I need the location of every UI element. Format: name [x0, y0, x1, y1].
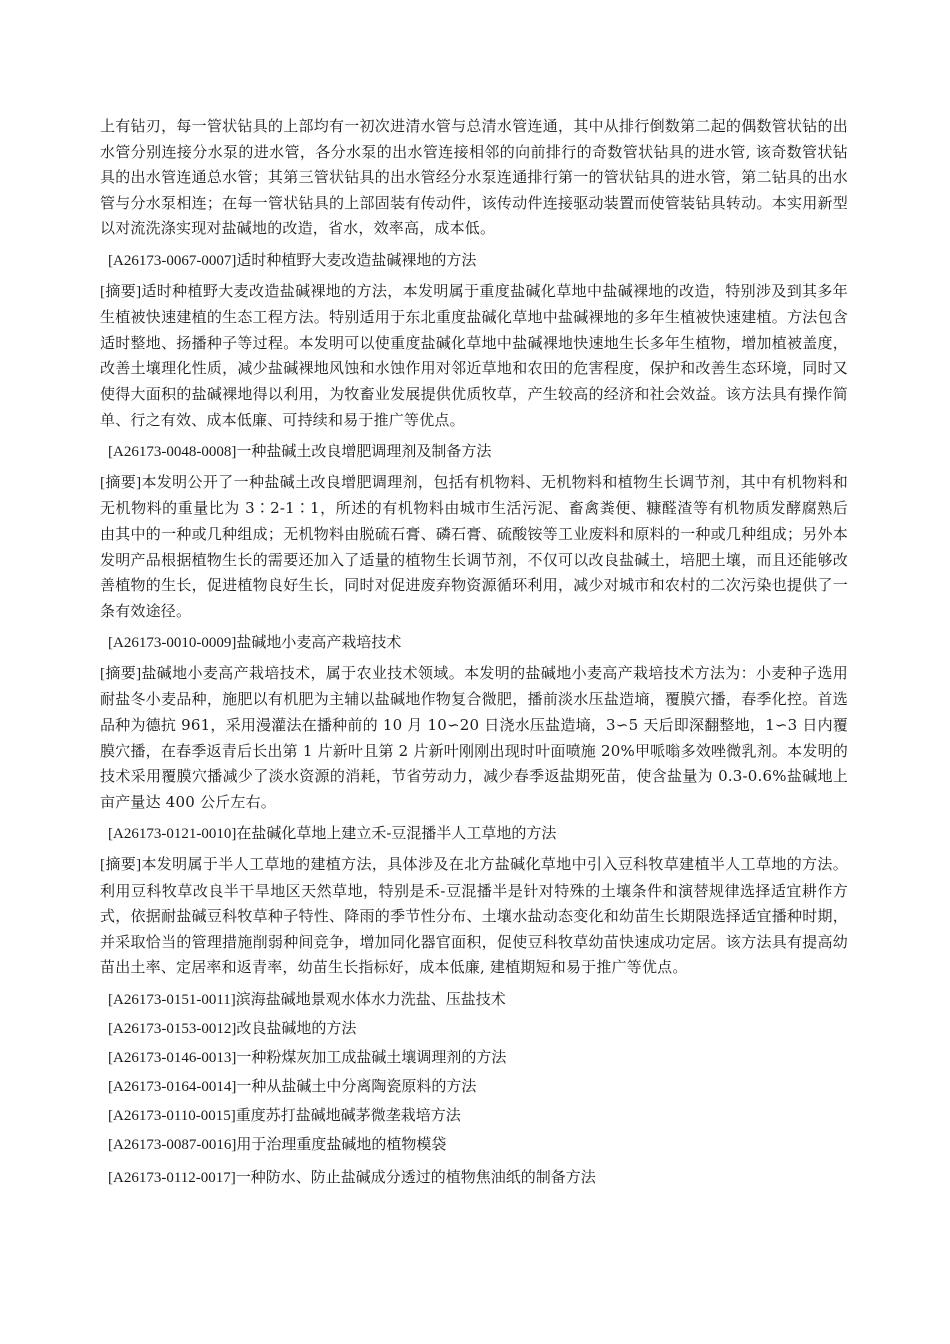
entry-code: [A26173-0048-0008] [108, 444, 237, 461]
abstract-text: 盐碱地小麦高产栽培技术，属于农业技术领域。本发明的盐碱地小麦高产栽培技术方法为：小麦种子选用耐盐冬小麦品种，施肥以有机肥为主辅以盐碱地作物复合微肥，播前淡水压盐造墒，覆膜穴播，春季化控。首选品种为德抗 961，采用漫灌法在播种前的 10 月 10∽20 日浇水压盐造墒，3∽5 天后即深翻整地，1∽3 日内覆膜穴播，在春季返青后长出第 1 片新叶且第 2 片新叶刚刚出现时叶面喷施 20%甲哌嗡多效唑微乳剂。本发明的技术采用覆膜穴播减少了淡水资源的消耗，节省劳动力，减少春季返盐期死苗，使含盐量为 0.3-0.6%盐碱地上亩产量达 400 公斤左右。 [100, 663, 848, 811]
entry-code: [A26173-0112-0017] [108, 1169, 236, 1186]
entry-title: 一种盐碱土改良增肥调理剂及制备方法 [236, 442, 492, 461]
entry-title: 重度苏打盐碱地碱茅微垄栽培方法 [235, 1105, 461, 1124]
patent-entry [100, 439, 848, 624]
entry-code: [A26173-0067-0007] [108, 252, 237, 269]
entry-title: 一种从盐碱土中分离陶瓷原料的方法 [236, 1076, 477, 1095]
entry-code: [A26173-0121-0010] [108, 826, 237, 843]
entry-title: 一种防水、防止盐碱成分透过的植物焦油纸的制备方法 [235, 1167, 596, 1186]
abstract-text: 适时种植野大麦改造盐碱裸地的方法，本发明属于重度盐碱化草地中盐碱裸地的改造，特别涉及到其多年生植被快速建植的生态工程方法。特别适用于东北重度盐碱化草地中盐碱裸地的多年生植被快速建植。方法包含适时整地、扬播种子等过程。本发明可以使重度盐碱化草地中盐碱裸地快速地生长多年生植物，增加植被盖度，改善土壤理化性质，减少盐碱裸地风蚀和水蚀作用对邻近草地和农田的危害程度，保护和改善生态环境，同时又使得大面积的盐碱裸地得以利用，为牧畜业发展提供优质牧草，产生较高的经济和社会效益。该方法具有操作简单、行之有效、成本低廉、可持续和易于推广等优点。 [100, 281, 848, 429]
list-item [100, 1103, 848, 1130]
entry-title: 盐碱地小麦高产栽培技术 [236, 633, 402, 652]
entry-heading [100, 439, 848, 466]
entry-title: 改良盐碱地的方法 [236, 1018, 357, 1037]
entry-title: 滨海盐碱地景观水体水力洗盐、压盐技术 [235, 990, 506, 1008]
entry-code: [A26173-0153-0012] [108, 1020, 237, 1037]
entry-abstract [100, 279, 848, 434]
entry-abstract [100, 661, 848, 816]
list-item [100, 1074, 848, 1101]
abstract-text: 本发明属于半人工草地的建植方法，具体涉及在北方盐碱化草地中引入豆科牧草建植半人工草地的方法。利用豆科牧草改良半干旱地区天然草地，特别是禾-豆混播半是针对特殊的土壤条件和演替规律选择适宜耕作方式，依据耐盐碱豆科牧草种子特性、降雨的季节性分布、土壤水盐动态变化和幼苗生长期限选择适宜播种时期，并采取恰当的管理措施削弱种间竞争，增加同化器官面积，促使豆科牧草幼苗快速成功定居。该方法具有提高幼苗出土率、定居率和返青率，幼苗生长指标好，成本低廉, 建植期短和易于推广等优点。 [100, 855, 848, 977]
abstract-text: 本发明公开了一种盐碱土改良增肥调理剂，包括有机物料、无机物料和植物生长调节剂，其中有机物料和无机物料的重量比为 3∶2-1∶1，所述的有机物料由城市生活污泥、畜禽粪便、糠醛渣等有机物质发酵腐熟后由其中的一种或几种组成；无机物料由脱硫石膏、磷石膏、硫酸铵等工业废料和原料的一种或几种组成；另外本发明产品根据植物生长的需要还加入了适量的植物生长调节剂，不仅可以改良盐碱土，培肥土壤，而且还能够改善植物的生长，促进植物良好生长，同时对促进废弃物资源循环利用，减少对城市和农村的二次污染也提供了一条有效途径。 [100, 472, 848, 620]
abstract-label: [摘要] [100, 474, 142, 491]
entry-code: [A26173-0010-0009] [108, 635, 237, 652]
entry-title: 适时种植野大麦改造盐碱裸地的方法 [236, 250, 477, 269]
entry-code: [A26173-0087-0016] [108, 1136, 237, 1153]
entry-code: [A26173-0110-0015] [108, 1107, 236, 1124]
entry-heading [100, 630, 848, 657]
abstract-label: [摘要] [100, 283, 142, 300]
intro-paragraph: 上有钻刃，每一管状钻具的上部均有一初次进清水管与总清水管连通，其中从排行倒数第二起的偶数管状钻的出水管分别连接分水泵的进水管，各分水泵的出水管连接相邻的向前排行的奇数管状钻具的进水管, 该奇数管状钻具的出水管连通总水管；其第三管状钻具的出水管经分水泵连通排行第一的管状钻具的进水管，第二钻具的出水管与分水泵相连；在每一管状钻具的上部固装有传动件，该传动件连接驱动装置而使管装钻具转动。本实用新型以对流洗涤实现对盐碱地的改造，省水，效率高，成本低。 [100, 117, 848, 238]
list-item [100, 1132, 848, 1159]
entry-code: [A26173-0164-0014] [108, 1078, 237, 1095]
entry-abstract [100, 852, 848, 981]
list-item [100, 987, 848, 1014]
entry-title: 在盐碱化草地上建立禾-豆混播半人工草地的方法 [236, 824, 557, 843]
patent-entry [100, 630, 848, 815]
patent-entry [100, 821, 848, 981]
entry-heading [100, 821, 848, 848]
list-item [100, 1045, 848, 1072]
list-item [100, 1016, 848, 1043]
entry-title-list [100, 987, 848, 1191]
entry-title: 一种粉煤灰加工成盐碱土壤调理剂的方法 [236, 1047, 507, 1066]
abstract-label: [摘要] [100, 857, 142, 874]
entry-code: [A26173-0151-0011] [108, 992, 236, 1008]
entry-title: 用于治理重度盐碱地的植物模袋 [236, 1134, 447, 1153]
entry-abstract [100, 470, 848, 625]
document-page [100, 114, 848, 1194]
entry-heading [100, 248, 848, 275]
abstract-label: [摘要] [100, 665, 142, 682]
list-item [100, 1165, 848, 1192]
patent-entry [100, 248, 848, 433]
entry-code: [A26173-0146-0013] [108, 1049, 237, 1066]
